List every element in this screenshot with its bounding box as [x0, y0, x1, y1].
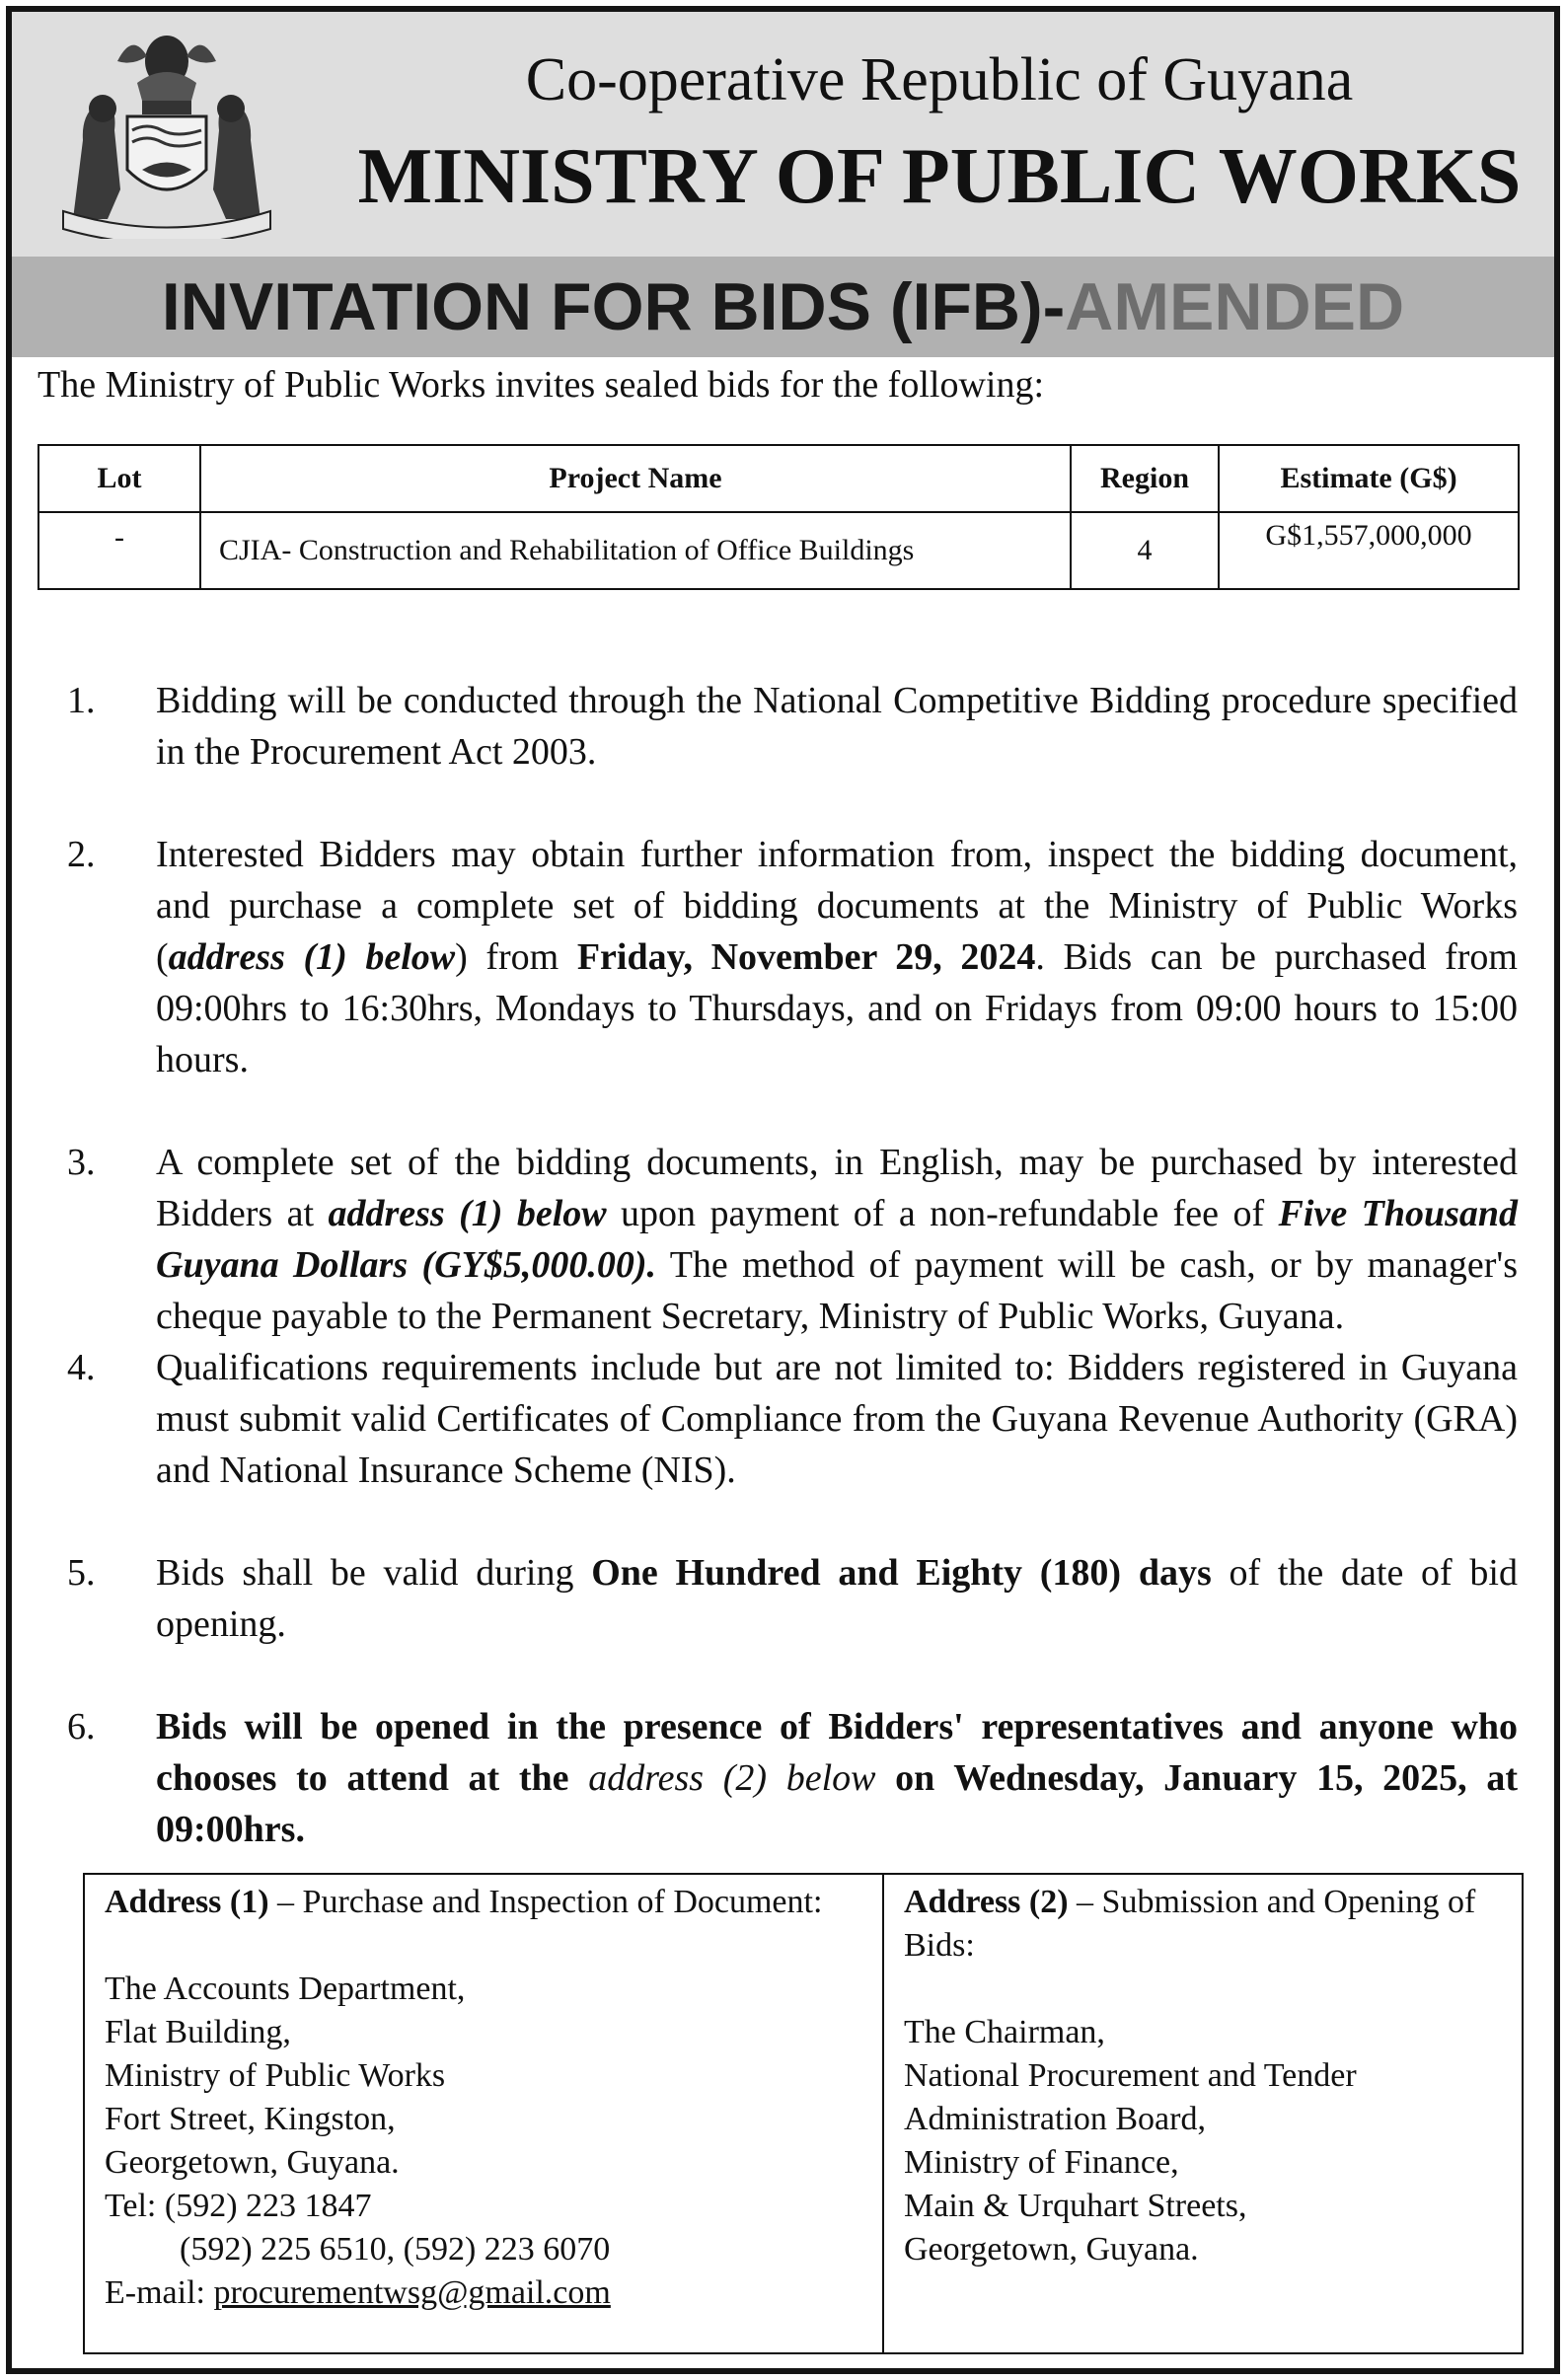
address-ref: address (1) below — [328, 1193, 607, 1234]
item-number: 1. — [67, 680, 96, 721]
address-line: Ministry of Finance, — [904, 2144, 1179, 2181]
address-line: Main & Urquhart Streets, — [904, 2188, 1247, 2224]
list-item — [67, 1547, 1518, 1650]
address-line: The Accounts Department, — [105, 1971, 466, 2007]
address-2-purpose: – Submission and Opening of Bids: — [904, 1884, 1476, 1964]
list-item — [67, 675, 1518, 778]
address-line: Administration Board, — [904, 2101, 1206, 2137]
address-line: Georgetown, Guyana. — [105, 2144, 400, 2181]
fee-amount: Five Thousand Guyana Dollars (GY$5,000.00). — [156, 1193, 1519, 1286]
text-part: Interested Bidders may obtain further information from, inspect the bidding document, and purchase a complete set of bidding documents at the Ministry of Public Works ( — [156, 834, 1518, 978]
notice-frame — [6, 6, 1560, 2374]
address-1-heading — [105, 1881, 862, 1924]
list-item — [67, 1137, 1518, 1342]
table-row — [38, 512, 1519, 589]
text-part: The method of payment will be cash, or by manager's cheque payable to the Permanent Secretary, Ministry of Public Works, Guyana. — [156, 1244, 1518, 1337]
text-part: . Bids can be purchased from 09:00hrs to 16:30hrs, Mondays to Thursdays, and on Fridays from 09:00 hours to 15:00 hours. — [156, 936, 1518, 1080]
email-link[interactable]: procurementwsg@gmail.com — [213, 2274, 611, 2311]
address-2-heading — [904, 1881, 1502, 1968]
text-part: Bids shall be valid during — [156, 1552, 592, 1594]
cell-project-name: CJIA- Construction and Rehabilitation of Office Buildings — [200, 512, 1071, 589]
address-line: Georgetown, Guyana. — [904, 2231, 1199, 2268]
address-ref: address (1) below — [168, 936, 456, 978]
text-part: Bids will be opened in the presence of Bidders' representatives and anyone who chooses to attend at the — [156, 1706, 1518, 1799]
item-text — [156, 1137, 1518, 1342]
address-box — [83, 1873, 1524, 2354]
list-item — [67, 829, 1518, 1085]
col-lot: Lot — [38, 445, 200, 512]
address-line: Flat Building, — [105, 2014, 291, 2050]
list-item — [67, 1701, 1518, 1855]
address-2-label: Address (2) — [904, 1884, 1069, 1920]
republic-title: Co-operative Republic of Guyana — [525, 46, 1354, 113]
text-part: upon payment of a non-refundable fee of — [606, 1193, 1279, 1234]
ifb-banner — [12, 257, 1554, 357]
item-number: 4. — [67, 1347, 96, 1388]
item-text — [156, 1701, 1518, 1855]
ifb-title: INVITATION FOR BIDS (IFB)- — [161, 269, 1066, 344]
col-estimate: Estimate (G$) — [1219, 445, 1519, 512]
address-2 — [884, 1875, 1522, 2352]
text-part: ) from — [455, 936, 577, 978]
header — [12, 12, 1554, 257]
item-text — [156, 829, 1518, 1085]
address-1-label: Address (1) — [105, 1884, 269, 1920]
telephone-line — [105, 2185, 862, 2228]
col-project-name: Project Name — [200, 445, 1071, 512]
amended-label: AMENDED — [1065, 269, 1405, 344]
coat-of-arms-icon — [43, 22, 290, 239]
address-line: Ministry of Public Works — [105, 2057, 446, 2094]
item-number: 3. — [67, 1142, 96, 1183]
text-part: of the date of bid opening. — [156, 1552, 1518, 1645]
intro-text: The Ministry of Public Works invites sealed bids for the following: — [37, 364, 1045, 406]
address-line: National Procurement and Tender — [904, 2057, 1357, 2094]
address-line: Fort Street, Kingston, — [105, 2101, 396, 2137]
tel-label: Tel: — [105, 2188, 165, 2224]
item-number: 5. — [67, 1552, 96, 1594]
address-1-purpose: – Purchase and Inspection of Document: — [268, 1884, 823, 1920]
project-table — [37, 444, 1520, 590]
address-ref: address (2) below — [588, 1757, 876, 1799]
item-number: 2. — [67, 834, 96, 875]
text-part: A complete set of the bidding documents, in English, may be purchased by interested Bidders at — [156, 1142, 1518, 1234]
bid-conditions-list — [67, 675, 1518, 1855]
cell-estimate: G$1,557,000,000 — [1219, 512, 1519, 589]
tel-number: (592) 223 1847 — [164, 2188, 372, 2224]
table-header-row — [38, 445, 1519, 512]
validity-period: One Hundred and Eighty (180) days — [591, 1552, 1212, 1594]
list-item — [67, 1342, 1518, 1496]
text-part: on Wednesday, January 15, 2025, at 09:00hrs. — [156, 1757, 1518, 1850]
cell-lot: - — [38, 512, 200, 589]
ministry-title: MINISTRY OF PUBLIC WORKS — [357, 133, 1522, 220]
address-line: The Chairman, — [904, 2014, 1105, 2050]
col-region: Region — [1071, 445, 1219, 512]
item-text: Bidding will be conducted through the National Competitive Bidding procedure specified in the Procurement Act 2003. — [156, 680, 1518, 773]
item-text: Qualifications requirements include but are not limited to: Bidders registered in Guyana must submit valid Certificates of Compliance from the Guyana Revenue Authority (GRA) and National Insurance Scheme (NIS). — [156, 1347, 1518, 1491]
telephone-extra: (592) 225 6510, (592) 223 6070 — [180, 2231, 611, 2268]
purchase-start-date: Friday, November 29, 2024 — [576, 936, 1036, 978]
email-line — [105, 2271, 862, 2315]
address-1 — [85, 1875, 884, 2352]
email-label: E-mail: — [105, 2274, 214, 2311]
item-text — [156, 1547, 1518, 1650]
item-number: 6. — [67, 1706, 96, 1748]
cell-region: 4 — [1071, 512, 1219, 589]
